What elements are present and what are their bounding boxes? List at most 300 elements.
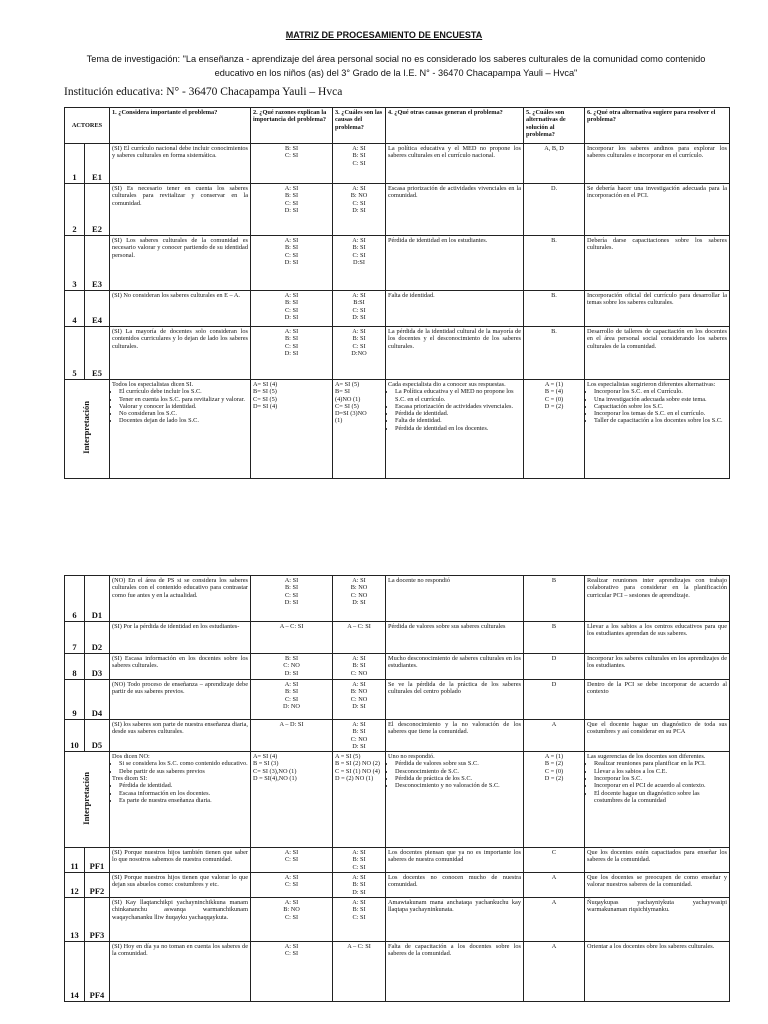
q1-answer: (SI) los saberes son parte de nuestra enseñanza diaria, desde sus saberes culturales. — [110, 720, 251, 752]
cell-line: B:SI — [353, 299, 365, 307]
actor-code: PF1 — [85, 848, 110, 873]
bullet-item: • Pérdida de práctica de los S.C. — [395, 775, 521, 782]
q6-answer: Se debería hacer una investigación adecuada para la incorporación en el PCI. — [585, 184, 730, 236]
bullet-item: • Escasa priorización de actividades vivenciales. — [395, 403, 521, 410]
row-number: 2 — [65, 184, 85, 236]
q6-answer: Debería darse capacitaciones sobre los saberes culturales. — [585, 236, 730, 291]
q2-answer — [251, 654, 333, 680]
cell-line: A = (1) — [544, 381, 564, 388]
q4-answer: La pérdida de la identidad cultural de la mayoría de los docentes y el desconocimiento de los saberes culturales. — [386, 327, 524, 380]
q1-answer: (SI) El currículo nacional debe incluir conocimientos y saberes culturales en forma sistemática. — [110, 144, 251, 184]
bullet-item: • Debe partir de sus saberes previos — [119, 768, 248, 775]
col-actors-header: ACTORES — [65, 108, 110, 144]
cell-line: C: SI — [284, 695, 299, 703]
document-title: MATRIZ DE PROCESAMIENTO DE ENCUESTA — [285, 30, 483, 40]
cell-line: C: SI — [352, 913, 366, 921]
interp-q6 — [585, 380, 730, 479]
q1-answer: (SI) Porque nuestros hijos tienen que valorar lo que dejan sus abuelos como: costumbres y etc. — [110, 873, 251, 898]
interp-q4-intro: Uno no respondió. — [388, 753, 435, 761]
bullet-list — [112, 782, 248, 804]
cell-line: B: SI — [284, 688, 299, 696]
q6-answer: Que los docentes estén capacitados para enseñar los saberes de la comunidad. — [585, 848, 730, 873]
interpretation-row — [65, 380, 730, 479]
q3-answer — [333, 576, 386, 622]
q6-answer: Que el docente hague un diagnóstico de toda sus costumbres y así considerar en su PCA — [585, 720, 730, 752]
q6-answer: Orientar a los docentes obre los saberes culturales. — [585, 941, 730, 1001]
cell-line: A: SI — [284, 874, 299, 882]
col-q5-header: 5. ¿Cuáles son alternativas de solución al problema? — [524, 108, 585, 144]
q3-answer — [333, 897, 386, 941]
q2-answer — [251, 327, 333, 380]
bullet-item: • Pérdida de valores sobre sus S.C. — [395, 760, 521, 767]
q3-answer — [333, 680, 386, 720]
q6-answer: Desarrollo de talleres de capacitación en los docentes en el área personal social considerando los saberes culturales de la comunidad. — [585, 327, 730, 380]
cell-line: A= SI (5) — [335, 381, 360, 388]
row-number: 13 — [65, 897, 85, 941]
row-number: 4 — [65, 291, 85, 327]
q5-answer: C — [524, 848, 585, 873]
cell-line: A – D: SI — [279, 721, 304, 728]
q4-answer: El desconocimiento y la no valoración de los saberes que tiene la comunidad. — [386, 720, 524, 752]
bullet-list — [388, 760, 521, 789]
cell-line: A: SI — [352, 237, 366, 244]
research-theme: Tema de investigación: "La enseñanza - aprendizaje del área personal social no es considerado los saberes culturales de la comunidad como contenido educativo en los niños (as) del 3° Grado de la I.E. N° - 36470 Chacapampa Yauli – Hvca" — [86, 54, 706, 78]
cell-line: D=SI (3)NO — [335, 410, 367, 418]
bullet-item: • Taller de capacitación a los docentes sobre los S.C. — [594, 417, 727, 424]
q2-answer — [251, 848, 333, 873]
cell-line: C: NO — [350, 695, 368, 703]
q2-answer — [251, 897, 333, 941]
interpretation-text: Interpretación — [81, 401, 92, 455]
q5-answer: D. — [524, 184, 585, 236]
interp-q5 — [524, 380, 585, 479]
row-number: 10 — [65, 720, 85, 752]
cell-line: A: SI — [284, 849, 299, 857]
cell-line: C: SI — [352, 251, 366, 259]
bullet-item: • Incorporar los temas de S.C. en el currículo. — [594, 410, 727, 417]
q5-answer: B. — [524, 291, 585, 327]
cell-line: A: SI — [284, 237, 299, 244]
interp-q3 — [333, 752, 386, 848]
q2-answer — [251, 291, 333, 327]
q4-answer: Los docentes no conocen mucho de nuestra comunidad. — [386, 873, 524, 898]
cell-line: C: SI — [284, 913, 299, 921]
cell-line: D: SI — [284, 669, 299, 677]
cell-line: D= SI (4) — [253, 402, 278, 410]
q4-answer: Pérdida de identidad en los estudiantes. — [386, 236, 524, 291]
q4-answer: Pérdida de valores sobre sus saberes culturales — [386, 622, 524, 654]
actor-code: E4 — [85, 291, 110, 327]
interp-q1-intro: Dos dicen NO: — [112, 753, 150, 761]
bullet-item: • Capacitación sobre los S.C. — [594, 403, 727, 410]
cell-line: D: SI — [352, 313, 366, 321]
cell-line: B = SI (2) NO (2) — [335, 760, 381, 768]
q3-answer — [333, 184, 386, 236]
q4-answer: Se ve la pérdida de la práctica de los saberes culturales del centro poblado — [386, 680, 524, 720]
cell-line: D:NO — [351, 349, 367, 357]
actor-code: D5 — [85, 720, 110, 752]
cell-line: C: NO — [350, 669, 368, 677]
q2-answer — [251, 576, 333, 622]
actor-code: D3 — [85, 654, 110, 680]
col-q1-header: 1. ¿Considera importante el problema? — [110, 108, 251, 144]
table-row — [65, 576, 730, 622]
interpretation-label — [65, 380, 110, 479]
cell-line: C: SI — [352, 863, 366, 871]
cell-line: A= SI (4) — [253, 381, 278, 388]
q6-answer: Que los docentes se preocupen de como enseñar y valorar nuestros saberes de la comunidad. — [585, 873, 730, 898]
cell-line: C: SI — [284, 199, 299, 207]
cell-line: D: SI — [352, 888, 366, 896]
cell-line: B: SI — [284, 584, 299, 592]
cell-line: A = SI (5) — [335, 753, 361, 761]
row-number: 6 — [65, 576, 85, 622]
table-row — [65, 654, 730, 680]
q6-answer: Ñuqaykupas yachayniykuta yachaywasipi warmakunaman riqsichiymanku. — [585, 897, 730, 941]
q4-answer: Amawtakunam mana anchataqa yachankuchu kay llaqtapa yachayninkunata. — [386, 897, 524, 941]
q1-answer: (SI) Por la pérdida de identidad en los estudiantes- — [110, 622, 251, 654]
bullet-item: • Realizar reuniones para planificar en la PCI. — [594, 760, 727, 767]
cell-line: A: SI — [352, 655, 366, 662]
actor-code: PF2 — [85, 873, 110, 898]
cell-line: D: SI — [284, 598, 299, 606]
table-row — [65, 184, 730, 236]
cell-line: A: SI — [352, 874, 366, 882]
interp-q2 — [251, 380, 333, 479]
bullet-item: • Valorar y conocer la identidad. — [119, 403, 248, 410]
cell-line: B: SI — [284, 335, 299, 343]
q2-answer — [251, 144, 333, 184]
q1-answer: (SI) Kay llaqtanchikpi yachayninchikkuna manam chinkananchu aswanqa warmanchikunam waqaychananku lliw ñuqayku yachaqqaykuta. — [110, 897, 251, 941]
q6-answer: Realizar reuniones inter aprendizajes con trabajo colaborativo para considerar en la planificación curricular PCI – sesiones de aprendizaje. — [585, 576, 730, 622]
cell-line: B: SI — [352, 728, 366, 736]
cell-line: C: SI — [284, 342, 299, 350]
interp-q1 — [110, 380, 251, 479]
interp-q5 — [524, 752, 585, 848]
cell-line: A: SI — [284, 942, 299, 950]
bullet-item: • Incorporar en el PCI de acuerdo al contexto. — [594, 782, 727, 789]
row-number: 1 — [65, 144, 85, 184]
actor-code: E3 — [85, 236, 110, 291]
cell-line: B: NO — [350, 192, 368, 200]
cell-line: A: SI — [284, 898, 299, 906]
table-row — [65, 941, 730, 1001]
bullet-item: • Una investigación adecuada sobre este tema. — [594, 396, 727, 403]
cell-line: C: SI — [352, 306, 366, 314]
cell-line: D: SI — [352, 702, 366, 710]
cell-line: C = (0) — [544, 395, 564, 403]
bullet-item: • Desconocimiento y no valoración de S.C. — [395, 782, 521, 789]
cell-line: B: SI — [352, 335, 366, 343]
cell-line: A: SI — [284, 681, 299, 688]
cell-line: A: SI — [284, 328, 299, 335]
bullet-item: • Escasa información en los docentes. — [119, 790, 248, 797]
cell-line: D = (2) — [544, 775, 564, 783]
table-row — [65, 848, 730, 873]
cell-line: B: SI — [284, 192, 299, 200]
q5-answer: D — [524, 654, 585, 680]
interp-q1-mid: Tres dicen SI: — [112, 775, 148, 783]
interp-q4 — [386, 752, 524, 848]
cell-line: C: SI — [352, 342, 366, 350]
table-row — [65, 144, 730, 184]
cell-line: D: SI — [284, 349, 299, 357]
bullet-item: • La Política educativa y el MED no propone los S.C. en el currículo. — [395, 388, 521, 403]
cell-line: C: NO — [350, 735, 368, 743]
bullet-list — [112, 388, 248, 424]
cell-line: B= SI (5) — [253, 388, 277, 396]
cell-line: C: SI — [284, 591, 299, 599]
cell-line: A: SI — [352, 721, 366, 728]
q5-answer: B — [524, 576, 585, 622]
interp-q1-intro: Todos los especialistas dicen SI. — [112, 381, 194, 388]
actor-code: E2 — [85, 184, 110, 236]
q2-answer — [251, 622, 333, 654]
q5-answer: B. — [524, 327, 585, 380]
cell-line: D = (2) NO (1) — [335, 775, 374, 783]
cell-line: D: SI — [284, 206, 299, 214]
cell-line: C= SI (5) — [253, 395, 277, 403]
q5-answer: A — [524, 873, 585, 898]
cell-line: A: SI — [352, 577, 366, 584]
table-row — [65, 680, 730, 720]
q5-answer: A — [524, 941, 585, 1001]
cell-line: A: SI — [352, 898, 366, 906]
actor-code: PF3 — [85, 897, 110, 941]
row-number: 5 — [65, 327, 85, 380]
q3-answer — [333, 720, 386, 752]
cell-line: A – C: SI — [279, 623, 304, 630]
cell-line: D = (2) — [544, 402, 564, 410]
bullet-item: • Falta de identidad. — [395, 417, 521, 424]
survey-matrix-specialists — [64, 107, 730, 479]
cell-line: D:SI — [353, 258, 365, 266]
cell-line: B: SI — [284, 655, 299, 662]
q1-answer: (SI) La mayoría de docentes solo consideran los contenidos curriculares y lo dejan de lado los saberes culturales. — [110, 327, 251, 380]
interp-q1 — [110, 752, 251, 848]
interp-q6-intro: Las sugerencias de los docentes son diferentes. — [587, 753, 706, 761]
interp-q6-intro: Los especialistas sugirieron diferentes alternativas: — [587, 381, 716, 388]
bullet-item: • Tener en cuenta los S.C. para revitalizar y valorar. — [119, 396, 248, 403]
q2-answer — [251, 236, 333, 291]
q1-answer: (NO) Todo proceso de enseñanza – aprendizaje debe partir de sus saberes previos. — [110, 680, 251, 720]
actor-code: E1 — [85, 144, 110, 184]
q2-answer — [251, 680, 333, 720]
interp-q4 — [386, 380, 524, 479]
bullet-item: • Si se considera los S.C. como contenido educativo. — [119, 760, 248, 767]
actor-code: PF4 — [85, 941, 110, 1001]
q4-answer: Los docentes piensan que ya no es importante los saberes de nuestra comunidad — [386, 848, 524, 873]
actor-code: D2 — [85, 622, 110, 654]
cell-line: A: SI — [352, 328, 366, 335]
q5-answer: D — [524, 680, 585, 720]
bullet-item: • No consideran los S.C. — [119, 410, 248, 417]
cell-line: D: NO — [283, 702, 300, 710]
cell-line: A: SI — [284, 577, 299, 584]
q2-answer — [251, 720, 333, 752]
cell-line: A – C: SI — [347, 623, 371, 630]
table-row — [65, 622, 730, 654]
cell-line: C= SI (3),NO (1) — [253, 767, 297, 775]
cell-line: A: SI — [352, 145, 366, 152]
cell-line: C: NO — [350, 591, 368, 599]
bullet-list — [388, 388, 521, 432]
cell-line: A: SI — [352, 849, 366, 857]
cell-line: A: SI — [284, 292, 299, 299]
cell-line: B: NO — [350, 584, 368, 592]
interpretation-label — [65, 752, 110, 848]
q1-answer: (NO) En el área de PS si se considera los saberes culturales con el contenido educativo para contrastar como fue antes y en la actualidad. — [110, 576, 251, 622]
q1-answer: (SI) No consideran los saberes culturales en E – A. — [110, 291, 251, 327]
col-q3-header: 3. ¿Cuáles son las causas del problema? — [333, 108, 386, 144]
cell-line: D: SI — [352, 742, 366, 750]
q4-answer: Escasa priorización de actividades vivenciales en la comunidad. — [386, 184, 524, 236]
q6-answer: Llevar a los sabios a los centros educativos para que los estudiantes aprendan de sus saberes. — [585, 622, 730, 654]
cell-line: C: SI — [284, 251, 299, 259]
q6-answer: Incorporación oficial del currículo para desarrollar la temas sobre los saberes culturales. — [585, 291, 730, 327]
q5-answer: B. — [524, 236, 585, 291]
table-row — [65, 720, 730, 752]
cell-line: C = (0) — [544, 767, 564, 775]
row-number: 8 — [65, 654, 85, 680]
interp-q4-intro: Cada especialista dio a conocer sus respuestas. — [388, 381, 506, 388]
bullet-item: • Docentes dejan de lado los S.C. — [119, 417, 248, 424]
q2-answer — [251, 873, 333, 898]
q1-answer: (SI) Escasa información en los docentes sobre los saberes culturales. — [110, 654, 251, 680]
q1-answer: (SI) Los saberes culturales de la comunidad es necesario valorar y conocer partiendo de su identidad personal. — [110, 236, 251, 291]
cell-line: C: SI — [352, 199, 366, 207]
col-q4-header: 4. ¿Qué otras causas generan el problema? — [386, 108, 524, 144]
cell-line: A: SI — [352, 185, 366, 192]
cell-line: (1) — [335, 417, 343, 425]
col-q2-header: 2. ¿Qué razones explican la importancia del problema? — [251, 108, 333, 144]
cell-line: B: SI — [352, 662, 366, 670]
cell-line: C: NO — [283, 662, 300, 670]
table-row — [65, 897, 730, 941]
q4-answer: La docente no respondió — [386, 576, 524, 622]
cell-line: D = SI(4),NO (1) — [253, 775, 297, 783]
cell-line: D: SI — [284, 313, 299, 321]
interp-q3 — [333, 380, 386, 479]
row-number: 12 — [65, 873, 85, 898]
q1-answer: (SI) Hoy en día ya no toman en cuenta los saberes de la comunidad. — [110, 941, 251, 1001]
cell-line: B: SI — [352, 881, 366, 889]
bullet-item: • Incorporar los S.C. en el Currículo. — [594, 388, 727, 395]
cell-line: B: SI — [284, 299, 299, 307]
row-number: 14 — [65, 941, 85, 1001]
cell-line: C: SI — [284, 306, 299, 314]
q1-answer: (SI) Porque nuestros hijos también tienen que saber lo que nosotros sabemos de nuestra comunidad. — [110, 848, 251, 873]
actor-code: D4 — [85, 680, 110, 720]
col-q6-header: 6. ¿Qué otra alternativa sugiere para resolver el problema? — [585, 108, 730, 144]
row-number: 9 — [65, 680, 85, 720]
row-number: 7 — [65, 622, 85, 654]
q3-answer — [333, 848, 386, 873]
q1-answer: (SI) Es necesario tener en cuenta los saberes culturales para revitalizar y conservar en la comunidad. — [110, 184, 251, 236]
cell-line: A: SI — [284, 185, 299, 192]
cell-line: B= SI — [335, 388, 350, 396]
cell-line: A: SI — [352, 681, 366, 688]
bullet-list — [112, 760, 248, 775]
cell-line: A = (1) — [544, 753, 564, 761]
cell-line: C: SI — [284, 950, 299, 958]
q5-answer: A, B, D — [524, 144, 585, 184]
q3-answer — [333, 236, 386, 291]
table-row — [65, 291, 730, 327]
bullet-list — [587, 388, 727, 424]
q3-answer — [333, 654, 386, 680]
q2-answer — [251, 184, 333, 236]
bullet-item: • Es parte de nuestra enseñanza diaria. — [119, 797, 248, 804]
q3-answer — [333, 622, 386, 654]
bullet-item: • Desconocimiento de S.C. — [395, 768, 521, 775]
cell-line: B: SI — [352, 152, 366, 160]
cell-line: A: SI — [352, 292, 366, 299]
q6-answer: Incorporar los saberes culturales en los aprendizajes de los estudiantes. — [585, 654, 730, 680]
bullet-item: • El docente hague un diagnóstico sobre las costumbres de la comunidad — [594, 790, 727, 805]
actor-code: D1 — [85, 576, 110, 622]
bullet-item: • Llevar a los sabios a los C.E. — [594, 768, 727, 775]
bullet-item: • Pérdida de identidad en los docentes. — [395, 425, 521, 432]
q2-answer — [251, 941, 333, 1001]
q3-answer — [333, 327, 386, 380]
cell-line: B: SI — [352, 906, 366, 914]
cell-line: B: NO — [283, 906, 300, 914]
cell-line: C: SI — [284, 856, 299, 864]
actor-code: E5 — [85, 327, 110, 380]
q3-answer — [333, 873, 386, 898]
q6-answer: Incorporar los saberes andinos para explorar los saberes culturales e incorporar en el currículo. — [585, 144, 730, 184]
bullet-list — [587, 760, 727, 804]
cell-line: C= SI (5) — [335, 402, 359, 410]
cell-line: D: SI — [284, 258, 299, 266]
cell-line: B: SI — [352, 856, 366, 864]
cell-line: B = (4) — [544, 388, 564, 396]
q4-answer: Mucho desconocimiento de saberes culturales en los estudiantes. — [386, 654, 524, 680]
cell-line: C: SI — [352, 159, 366, 167]
bullet-item: • Incorporar los S.C. — [594, 775, 727, 782]
q5-answer: B — [524, 622, 585, 654]
cell-line: A= SI (4) — [253, 753, 278, 761]
interp-q6 — [585, 752, 730, 848]
cell-line: B: SI — [284, 145, 299, 152]
bullet-item: • Pérdida de identidad. — [395, 410, 521, 417]
cell-line: B = SI (3) — [253, 760, 279, 768]
cell-line: B: SI — [284, 244, 299, 252]
bullet-item: • El currículo debe incluir los S.C. — [119, 388, 248, 395]
q5-answer: A — [524, 720, 585, 752]
q5-answer: A — [524, 897, 585, 941]
table-row — [65, 873, 730, 898]
cell-line: D: SI — [352, 206, 366, 214]
q4-answer: La política educativa y el MED no propone los saberes culturales en el currículo nacional. — [386, 144, 524, 184]
cell-line: C: SI — [284, 152, 299, 160]
q3-answer — [333, 291, 386, 327]
cell-line: B = (2) — [544, 760, 564, 768]
cell-line: D: SI — [352, 598, 366, 606]
interpretation-row — [65, 752, 730, 848]
cell-line: C = SI (1) NO (4) — [335, 767, 381, 775]
q3-answer — [333, 144, 386, 184]
cell-line: C: SI — [284, 881, 299, 889]
cell-line: B: SI — [352, 244, 366, 252]
interpretation-text: Interpretación — [81, 772, 92, 825]
q4-answer: Falta de capacitación a los docentes sobre los saberes de la comunidad. — [386, 941, 524, 1001]
table-row — [65, 236, 730, 291]
q3-answer — [333, 941, 386, 1001]
bullet-item: • Pérdida de identidad. — [119, 782, 248, 789]
row-number: 11 — [65, 848, 85, 873]
